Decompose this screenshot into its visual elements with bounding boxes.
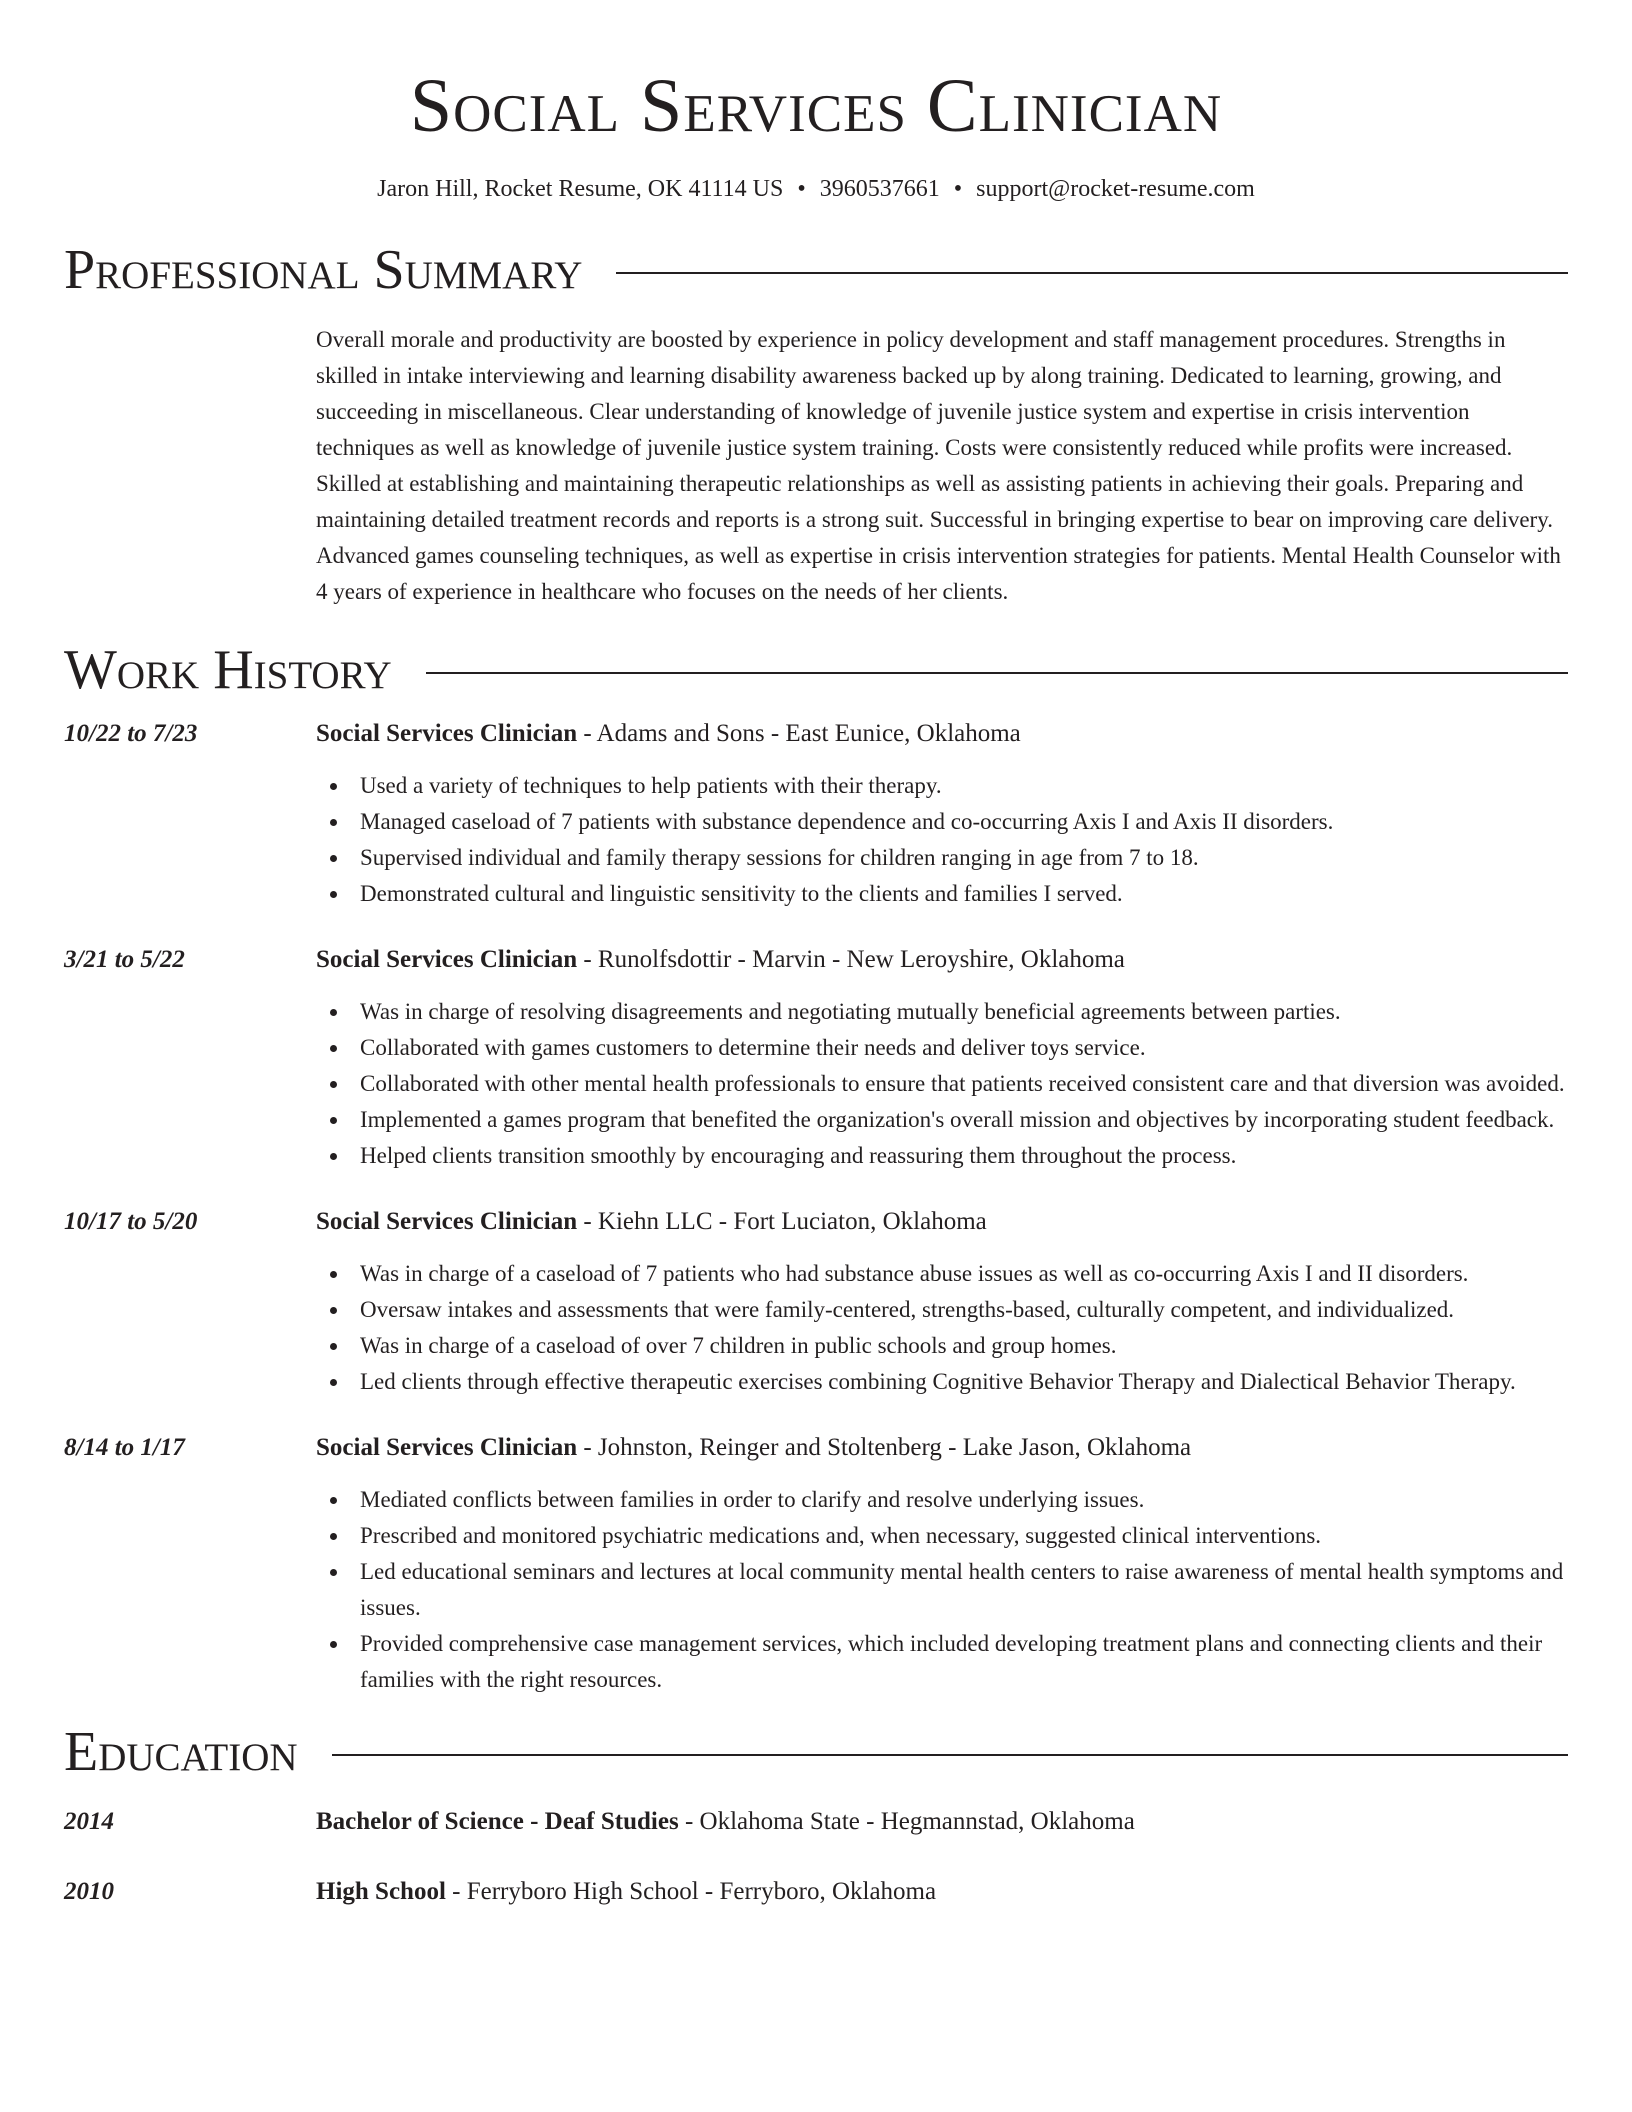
list-item: Prescribed and monitored psychiatric medications and, when necessary, suggested clinical interventions. xyxy=(316,1518,1568,1554)
job-role: Social Services Clinician xyxy=(316,720,578,747)
list-item: Was in charge of a caseload of 7 patients who had substance abuse issues as well as co-occurring Axis I and II disorders. xyxy=(316,1256,1568,1292)
list-item: Was in charge of resolving disagreements and negotiating mutually beneficial agreements between parties. xyxy=(316,994,1568,1030)
contact-line xyxy=(64,174,1568,204)
job-bullets xyxy=(316,768,1568,912)
contact-separator: • xyxy=(797,176,806,202)
job-entry xyxy=(64,942,1568,1174)
education-entry xyxy=(64,1804,1568,1840)
section-divider xyxy=(616,272,1568,274)
education-entry xyxy=(64,1874,1568,1910)
job-bullets xyxy=(316,1482,1568,1698)
education-title-line xyxy=(316,1874,1568,1910)
job-role: Social Services Clinician xyxy=(316,1434,578,1461)
section-divider xyxy=(332,1754,1568,1756)
section-title-education: Education xyxy=(64,1721,298,1783)
list-item: Provided comprehensive case management services, which included developing treatment plans and connecting clients and their families with the right resources. xyxy=(316,1626,1568,1698)
job-dates: 10/17 to 5/20 xyxy=(64,1208,198,1235)
list-item: Led clients through effective therapeutic exercises combining Cognitive Behavior Therapy and Dialectical Behavior Therapy. xyxy=(316,1364,1568,1400)
section-title-work: Work History xyxy=(64,639,392,701)
job-title-line xyxy=(316,942,1568,978)
list-item: Oversaw intakes and assessments that were family-centered, strengths-based, culturally competent, and individualized. xyxy=(316,1292,1568,1328)
job-employer: - Runolfsdottir - Marvin - New Leroyshire, Oklahoma xyxy=(577,946,1125,973)
job-role: Social Services Clinician xyxy=(316,1208,578,1235)
education-degree: High School xyxy=(316,1878,446,1905)
job-employer: - Johnston, Reinger and Stoltenberg - Lake Jason, Oklahoma xyxy=(577,1434,1192,1461)
resume-name: Social Services Clinician xyxy=(409,64,1223,148)
list-item: Was in charge of a caseload of over 7 children in public schools and group homes. xyxy=(316,1328,1568,1364)
list-item: Collaborated with games customers to determine their needs and deliver toys service. xyxy=(316,1030,1568,1066)
section-divider xyxy=(426,672,1568,674)
education-degree: Bachelor of Science - Deaf Studies xyxy=(316,1808,679,1835)
education-year: 2010 xyxy=(64,1878,114,1905)
education-school: - Oklahoma State - Hegmannstad, Oklahoma xyxy=(678,1808,1135,1835)
list-item: Supervised individual and family therapy sessions for children ranging in age from 7 to 18. xyxy=(316,840,1568,876)
job-title-line xyxy=(316,1430,1568,1466)
job-entry xyxy=(64,1204,1568,1400)
job-bullets xyxy=(316,994,1568,1174)
contact-separator: • xyxy=(953,176,963,202)
job-bullets xyxy=(316,1256,1568,1400)
job-title-line xyxy=(316,1204,1568,1240)
section-title-summary: Professional Summary xyxy=(64,239,583,301)
list-item: Mediated conflicts between families in order to clarify and resolve underlying issues. xyxy=(316,1482,1568,1518)
education-school: - Ferryboro High School - Ferryboro, Oklahoma xyxy=(445,1878,937,1905)
job-dates: 3/21 to 5/22 xyxy=(64,946,185,973)
contact-phone: 3960537661 xyxy=(819,176,940,202)
list-item: Helped clients transition smoothly by encouraging and reassuring them throughout the process. xyxy=(316,1138,1568,1174)
list-item: Implemented a games program that benefited the organization's overall mission and objectives by incorporating student feedback. xyxy=(316,1102,1568,1138)
job-dates: 10/22 to 7/23 xyxy=(64,720,198,747)
work-section-header xyxy=(64,638,1568,702)
list-item: Used a variety of techniques to help patients with their therapy. xyxy=(316,768,1568,804)
list-item: Managed caseload of 7 patients with substance dependence and co-occurring Axis I and Axis II disorders. xyxy=(316,804,1568,840)
job-employer: - Adams and Sons - East Eunice, Oklahoma xyxy=(577,720,1021,747)
list-item: Led educational seminars and lectures at local community mental health centers to raise awareness of mental health symptoms and issues. xyxy=(316,1554,1568,1626)
job-title-line xyxy=(316,716,1568,752)
summary-text: Overall morale and productivity are boosted by experience in policy development and staff management procedures. Strengths in skilled in intake interviewing and learning disability awareness backed up by along training. Dedicated to learning, growing, and succeeding in miscellaneous. Clear understanding of knowledge of juvenile justice system and expertise in crisis intervention techniques as well as knowledge of juvenile justice system training. Costs were consistently reduced while profits were increased. Skilled at establishing and maintaining therapeutic relationships as well as assisting patients in achieving their goals. Preparing and maintaining detailed treatment records and reports is a strong suit. Successful in bringing expertise to bear on improving care delivery. Advanced games counseling techniques, as well as expertise in crisis intervention strategies for patients. Mental Health Counselor with 4 years of experience in healthcare who focuses on the needs of her clients. xyxy=(316,327,1561,604)
job-role: Social Services Clinician xyxy=(316,946,578,973)
job-dates: 8/14 to 1/17 xyxy=(64,1434,185,1461)
contact-address: Jaron Hill, Rocket Resume, OK 41114 US xyxy=(377,176,784,202)
education-section-header xyxy=(64,1720,1568,1784)
contact-email: support@rocket-resume.com xyxy=(976,176,1255,202)
list-item: Collaborated with other mental health professionals to ensure that patients received consistent care and that diversion was avoided. xyxy=(316,1066,1568,1102)
job-entry xyxy=(64,1430,1568,1698)
list-item: Demonstrated cultural and linguistic sensitivity to the clients and families I served. xyxy=(316,876,1568,912)
education-year: 2014 xyxy=(64,1808,114,1835)
summary-section-header xyxy=(64,238,1568,302)
job-entry xyxy=(64,716,1568,912)
job-employer: - Kiehn LLC - Fort Luciaton, Oklahoma xyxy=(577,1208,987,1235)
education-title-line xyxy=(316,1804,1568,1840)
